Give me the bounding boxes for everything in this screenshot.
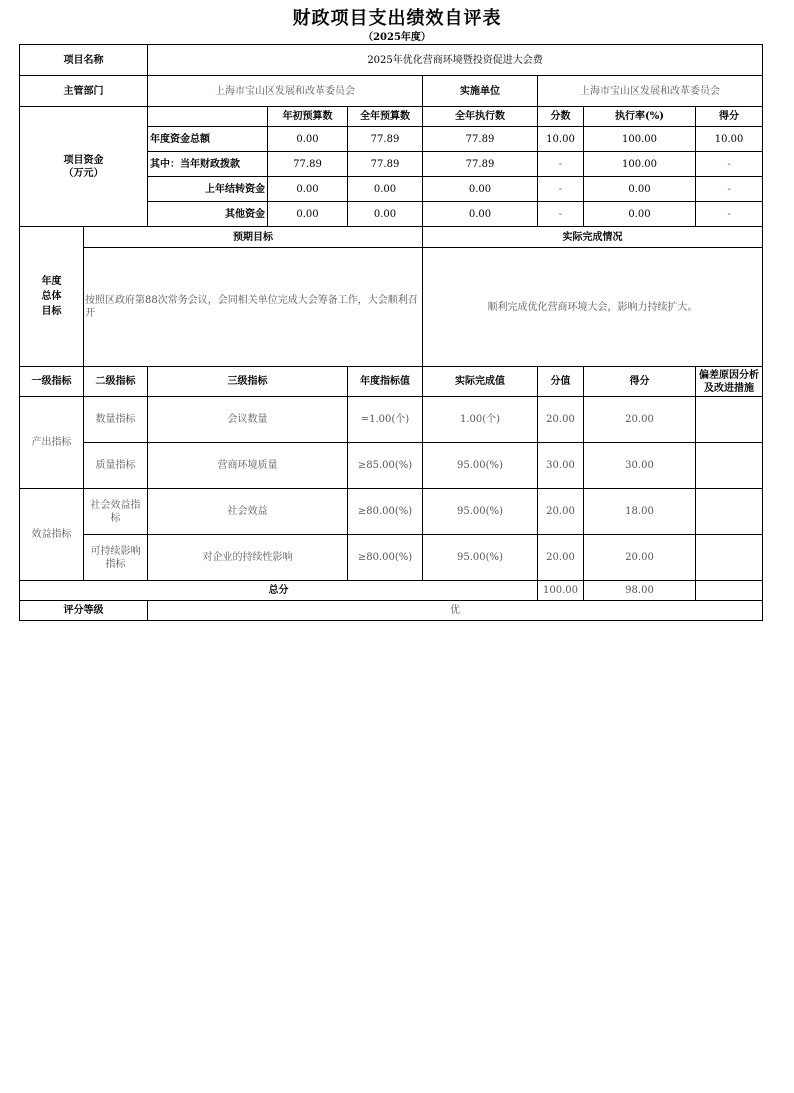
project-name-row [20, 45, 763, 76]
grade-value: 优 [148, 601, 763, 621]
funds-cell: 0.00 [268, 177, 348, 202]
funds-cell: 0.00 [423, 177, 538, 202]
indicator-header-cell: 得分 [584, 367, 696, 397]
dept-label: 主管部门 [20, 76, 148, 107]
funds-cell: 0.00 [584, 177, 696, 202]
funds-header-cell: 得分 [696, 107, 763, 127]
deviation-note [696, 535, 763, 581]
funds-cell: - [538, 177, 584, 202]
indicator-row [20, 397, 763, 443]
weight-value: 20.00 [538, 535, 584, 581]
funds-cell: 100.00 [584, 152, 696, 177]
target-value: ≥80.00(%) [348, 535, 423, 581]
funds-cell: - [696, 177, 763, 202]
funds-header-cell: 分数 [538, 107, 584, 127]
funds-cell: 77.89 [268, 152, 348, 177]
funds-label: 项目资金 （万元） [20, 107, 148, 227]
page-subtitle: （2025年度） [363, 32, 431, 43]
level3-indicator: 会议数量 [148, 397, 348, 443]
indicator-header-cell: 实际完成值 [423, 367, 538, 397]
funds-cell: - [538, 202, 584, 227]
funds-row-label: 年度资金总额 [148, 127, 268, 152]
indicator-header-cell: 一级指标 [20, 367, 84, 397]
score-value: 20.00 [584, 397, 696, 443]
weight-value: 30.00 [538, 443, 584, 489]
level2-indicator: 社会效益指标 [84, 489, 148, 535]
indicator-row [20, 489, 763, 535]
level3-indicator: 对企业的持续性影响 [148, 535, 348, 581]
funds-header-row [20, 107, 763, 127]
level3-indicator: 营商环境质量 [148, 443, 348, 489]
actual-goal-text: 顺利完成优化营商环境大会，影响力持续扩大。 [423, 248, 763, 367]
total-note [696, 581, 763, 601]
funds-cell: 0.00 [584, 202, 696, 227]
indicator-header-cell: 偏差原因分析及改进措施 [696, 367, 763, 397]
funds-cell: 10.00 [538, 127, 584, 152]
funds-cell: - [538, 152, 584, 177]
funds-cell: 10.00 [696, 127, 763, 152]
annual-goal-label: 年度 总体 目标 [20, 227, 84, 367]
total-label: 总分 [20, 581, 538, 601]
funds-cell: 0.00 [268, 202, 348, 227]
impl-unit-value: 上海市宝山区发展和改革委员会 [538, 76, 763, 107]
indicator-header-row [20, 367, 763, 397]
target-value: =1.00(个) [348, 397, 423, 443]
actual-value: 1.00(个) [423, 397, 538, 443]
impl-unit-label: 实施单位 [423, 76, 538, 107]
funds-cell: 77.89 [348, 127, 423, 152]
funds-header-cell: 执行率(%) [584, 107, 696, 127]
dept-value: 上海市宝山区发展和改革委员会 [148, 76, 423, 107]
indicator-header-cell: 分值 [538, 367, 584, 397]
funds-header-cell: 全年预算数 [348, 107, 423, 127]
grade-label: 评分等级 [20, 601, 148, 621]
level2-indicator: 数量指标 [84, 397, 148, 443]
funds-cell: 77.89 [348, 152, 423, 177]
indicator-row [20, 443, 763, 489]
total-score: 98.00 [584, 581, 696, 601]
actual-value: 95.00(%) [423, 535, 538, 581]
level2-indicator: 质量指标 [84, 443, 148, 489]
dept-row [20, 76, 763, 107]
project-name-value: 2025年优化营商环境暨投资促进大会费 [148, 45, 763, 76]
target-value: ≥80.00(%) [348, 489, 423, 535]
goal-content-row [20, 248, 763, 367]
deviation-note [696, 443, 763, 489]
score-value: 30.00 [584, 443, 696, 489]
expected-goal-header: 预期目标 [84, 227, 423, 248]
expected-goal-text: 按照区政府第88次常务会议，会同相关单位完成大会筹备工作，大会顺利召开 [84, 248, 423, 367]
page-title: 财政项目支出绩效自评表 [292, 8, 502, 29]
funds-cell: 77.89 [423, 127, 538, 152]
actual-completion-header: 实际完成情况 [423, 227, 763, 248]
weight-value: 20.00 [538, 397, 584, 443]
goal-header-row [20, 227, 763, 248]
score-value: 18.00 [584, 489, 696, 535]
total-weight: 100.00 [538, 581, 584, 601]
score-value: 20.00 [584, 535, 696, 581]
funds-cell: 0.00 [348, 202, 423, 227]
weight-value: 20.00 [538, 489, 584, 535]
project-name-label: 项目名称 [20, 45, 148, 76]
indicator-header-cell: 二级指标 [84, 367, 148, 397]
indicator-header-cell: 年度指标值 [348, 367, 423, 397]
level2-indicator: 可持续影响指标 [84, 535, 148, 581]
actual-value: 95.00(%) [423, 489, 538, 535]
funds-row-label: 上年结转资金 [148, 177, 268, 202]
funds-cell: 0.00 [423, 202, 538, 227]
funds-cell: - [696, 202, 763, 227]
deviation-note [696, 397, 763, 443]
target-value: ≥85.00(%) [348, 443, 423, 489]
level1-indicator: 产出指标 [20, 397, 84, 489]
grade-row [20, 601, 763, 621]
self-evaluation-table [19, 44, 763, 621]
funds-cell: 100.00 [584, 127, 696, 152]
funds-cell: 0.00 [268, 127, 348, 152]
total-row [20, 581, 763, 601]
funds-cell: 77.89 [423, 152, 538, 177]
funds-row-label: 其他资金 [148, 202, 268, 227]
funds-cell: - [696, 152, 763, 177]
indicator-header-cell: 三级指标 [148, 367, 348, 397]
level1-indicator: 效益指标 [20, 489, 84, 581]
funds-row-label: 其中：当年财政拨款 [148, 152, 268, 177]
level3-indicator: 社会效益 [148, 489, 348, 535]
indicator-row [20, 535, 763, 581]
funds-header-cell: 年初预算数 [268, 107, 348, 127]
funds-corner-cell [148, 107, 268, 127]
funds-header-cell: 全年执行数 [423, 107, 538, 127]
funds-cell: 0.00 [348, 177, 423, 202]
actual-value: 95.00(%) [423, 443, 538, 489]
deviation-note [696, 489, 763, 535]
